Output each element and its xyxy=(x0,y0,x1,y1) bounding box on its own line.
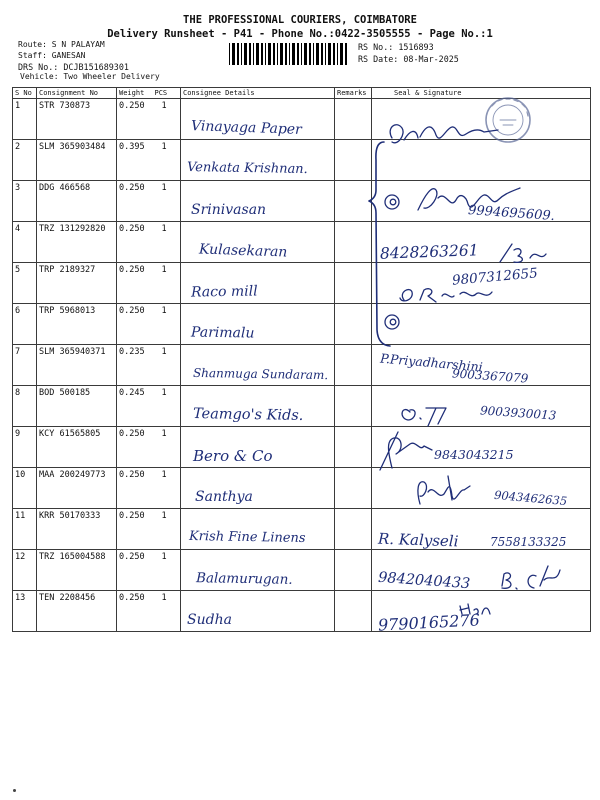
staff-line xyxy=(18,51,85,61)
barcode-bar xyxy=(256,43,259,65)
consignee-handwriting: Raco mill xyxy=(190,283,258,301)
barcode-bar xyxy=(328,43,331,65)
handwritten-name: R. Kalyseli xyxy=(377,529,459,551)
barcode-bar xyxy=(277,43,278,65)
weight-cell: 0.250 xyxy=(117,550,153,591)
weight-cell: 0.250 xyxy=(117,468,153,509)
barcode-bar xyxy=(261,43,263,65)
signature-cell xyxy=(372,222,591,263)
consignment-number: SLM 365903484 xyxy=(37,140,117,181)
sno-cell: 1 xyxy=(13,99,37,140)
barcode-bar xyxy=(268,43,271,65)
pcs-cell: 1 xyxy=(153,140,181,181)
route-line xyxy=(18,40,105,50)
handwritten-phone: 9842040433 xyxy=(377,569,471,593)
sno-cell: 10 xyxy=(13,468,37,509)
barcode-bar xyxy=(241,43,242,65)
barcode-bar xyxy=(325,43,326,65)
signature-cell xyxy=(372,304,591,345)
barcode-bar xyxy=(265,43,266,65)
remarks-cell xyxy=(335,222,372,263)
company-title: THE PROFESSIONAL COURIERS, COIMBATORE xyxy=(183,14,417,26)
table-row xyxy=(13,468,591,509)
consignment-number: KCY 61565805 xyxy=(37,427,117,468)
consignment-number: TEN 2208456 xyxy=(37,591,117,632)
barcode-bar xyxy=(321,43,323,65)
pcs-cell: 1 xyxy=(153,345,181,386)
consignee-handwriting: Kulasekaran xyxy=(198,241,288,261)
consignment-number: STR 730873 xyxy=(37,99,117,140)
consignee-handwriting: Venkata Krishnan. xyxy=(186,159,308,178)
consignee-cell xyxy=(181,468,335,509)
remarks-cell xyxy=(335,468,372,509)
handwritten-phone: 9003367079 xyxy=(451,366,529,386)
remarks-cell xyxy=(335,99,372,140)
rs-number-value: 1516893 xyxy=(398,42,434,52)
consignment-number: TRZ 165004588 xyxy=(37,550,117,591)
consignee-cell xyxy=(181,222,335,263)
consignee-cell xyxy=(181,550,335,591)
consignee-cell xyxy=(181,345,335,386)
drs-line xyxy=(18,62,129,72)
barcode-bar xyxy=(249,43,251,65)
consignee-cell xyxy=(181,99,335,140)
consignee-handwriting: Bero & Co xyxy=(193,447,273,465)
rs-date-label: RS Date: xyxy=(358,54,399,64)
consignee-handwriting: Srinivasan xyxy=(191,202,267,218)
barcode-bar xyxy=(345,43,347,65)
column-header-consignee: Consignee Details xyxy=(181,88,335,99)
pcs-cell: 1 xyxy=(153,386,181,427)
route-label: Route: xyxy=(18,40,47,49)
barcode-bar xyxy=(292,43,295,65)
weight-cell: 0.245 xyxy=(117,386,153,427)
pcs-cell: 1 xyxy=(153,509,181,550)
pcs-cell: 1 xyxy=(153,99,181,140)
column-header-remarks: Remarks xyxy=(335,88,372,99)
consignee-cell xyxy=(181,427,335,468)
table-row xyxy=(13,345,591,386)
consignment-number: DDG 466568 xyxy=(37,181,117,222)
signature-cell xyxy=(372,345,591,386)
sno-cell: 8 xyxy=(13,386,37,427)
pcs-cell: 1 xyxy=(153,550,181,591)
sno-cell: 11 xyxy=(13,509,37,550)
staff-value: GANESAN xyxy=(51,51,86,60)
signature-cell xyxy=(372,509,591,550)
barcode-bar xyxy=(285,43,287,65)
pcs-cell: 1 xyxy=(153,427,181,468)
barcode-bar xyxy=(297,43,299,65)
consignment-number: TRP 2189327 xyxy=(37,263,117,304)
consignment-number: BOD 500185 xyxy=(37,386,117,427)
consignee-handwriting: Sudha xyxy=(187,612,232,628)
remarks-cell xyxy=(335,591,372,632)
remarks-cell xyxy=(335,263,372,304)
barcode-bar xyxy=(280,43,283,65)
consignment-number: KRR 50170333 xyxy=(37,509,117,550)
handwritten-name: P.Priyadharshini xyxy=(379,350,484,375)
consignee-cell xyxy=(181,509,335,550)
consignee-handwriting: Balamurugan. xyxy=(195,570,293,588)
signature-cell xyxy=(372,468,591,509)
remarks-cell xyxy=(335,181,372,222)
consignee-cell xyxy=(181,181,335,222)
barcode-bar xyxy=(244,43,247,65)
barcode-bar xyxy=(309,43,311,65)
signature-cell xyxy=(372,427,591,468)
consignee-handwriting: Krish Fine Linens xyxy=(188,528,306,547)
sno-cell: 3 xyxy=(13,181,37,222)
table-row xyxy=(13,263,591,304)
weight-cell: 0.250 xyxy=(117,222,153,263)
table-row xyxy=(13,181,591,222)
table-row xyxy=(13,304,591,345)
table-row xyxy=(13,509,591,550)
signature-cell xyxy=(372,550,591,591)
weight-cell: 0.250 xyxy=(117,509,153,550)
remarks-cell xyxy=(335,345,372,386)
weight-cell: 0.235 xyxy=(117,345,153,386)
weight-cell: 0.250 xyxy=(117,181,153,222)
handwritten-phone: 9003930013 xyxy=(479,403,557,423)
pcs-cell: 1 xyxy=(153,263,181,304)
barcode-bar xyxy=(232,43,235,65)
route-value: S N PALAYAM xyxy=(51,40,105,49)
barcode-bar xyxy=(237,43,239,65)
barcode-bar xyxy=(337,43,338,65)
consignment-number: MAA 200249773 xyxy=(37,468,117,509)
vehicle-label: Vehicle: xyxy=(20,72,59,81)
sno-cell: 7 xyxy=(13,345,37,386)
column-header-pcs: PCS xyxy=(153,88,181,99)
runsheet-table xyxy=(12,87,591,635)
rs-date-value: 08-Mar-2025 xyxy=(403,54,459,64)
barcode-bar xyxy=(289,43,290,65)
consignment-number: SLM 365940371 xyxy=(37,345,117,386)
column-header-weight: Weight xyxy=(117,88,153,99)
barcode-bar xyxy=(304,43,307,65)
consignee-cell xyxy=(181,591,335,632)
handwritten-phone: 9807312655 xyxy=(451,265,539,289)
sno-cell: 13 xyxy=(13,591,37,632)
consignee-handwriting: Shanmuga Sundaram. xyxy=(192,365,329,383)
signature-cell xyxy=(372,263,591,304)
drs-label: DRS No.: xyxy=(18,62,59,72)
barcode-bar xyxy=(316,43,319,65)
handwritten-phone: 9994695609. xyxy=(467,202,556,225)
weight-cell: 0.250 xyxy=(117,304,153,345)
handwritten-phone: 9790165276 xyxy=(377,610,481,635)
handwritten-phone: 7558133325 xyxy=(490,535,567,549)
signature-cell xyxy=(372,99,591,140)
table-row xyxy=(13,550,591,591)
remarks-cell xyxy=(335,427,372,468)
signature-cell xyxy=(372,386,591,427)
signature-cell xyxy=(372,140,591,181)
consignee-cell xyxy=(181,140,335,181)
runsheet-title: Delivery Runsheet - P41 - Phone No.:0422-3505555 - Page No.:1 xyxy=(107,28,493,40)
barcode xyxy=(228,43,352,65)
pcs-cell: 1 xyxy=(153,181,181,222)
barcode-bar xyxy=(313,43,314,65)
vehicle-line xyxy=(20,72,160,82)
rs-number-line xyxy=(358,42,434,52)
signature-cell xyxy=(372,181,591,225)
barcode-bar xyxy=(253,43,254,65)
rs-date-line xyxy=(358,54,459,64)
consignee-handwriting: Teamgo's Kids. xyxy=(192,406,304,424)
remarks-cell xyxy=(335,140,372,181)
remarks-cell xyxy=(335,304,372,345)
weight-cell: 0.250 xyxy=(117,591,153,632)
table-row xyxy=(13,427,591,468)
sno-cell: 6 xyxy=(13,304,37,345)
weight-cell: 0.250 xyxy=(117,99,153,140)
sno-cell: 4 xyxy=(13,222,37,263)
pcs-cell: 1 xyxy=(153,591,181,632)
column-header-sno: S No xyxy=(13,88,37,99)
consignment-number: TRP 5968013 xyxy=(37,304,117,345)
handwritten-phone: 9843043215 xyxy=(434,447,514,462)
weight-cell: 0.250 xyxy=(117,427,153,468)
barcode-bar xyxy=(333,43,335,65)
rs-number-label: RS No.: xyxy=(358,42,394,52)
signature-cell xyxy=(372,591,591,635)
table-row xyxy=(13,99,591,140)
consignee-handwriting: Santhya xyxy=(195,489,253,505)
sno-cell: 5 xyxy=(13,263,37,304)
table-row xyxy=(13,140,591,181)
remarks-cell xyxy=(335,550,372,591)
table-row xyxy=(13,591,591,632)
consignee-handwriting: Parimalu xyxy=(190,324,255,342)
handwritten-phone: 9043462635 xyxy=(493,487,568,509)
sno-cell: 9 xyxy=(13,427,37,468)
scan-mark xyxy=(13,789,16,792)
pcs-cell: 1 xyxy=(153,304,181,345)
consignee-handwriting: Vinayaga Paper xyxy=(190,118,303,138)
staff-label: Staff: xyxy=(18,51,47,60)
consignment-number: TRZ 131292820 xyxy=(37,222,117,263)
table-header-row xyxy=(13,88,591,99)
barcode-bar xyxy=(340,43,343,65)
column-header-signature: Seal & Signature xyxy=(372,88,591,99)
remarks-cell xyxy=(335,386,372,427)
weight-cell: 0.250 xyxy=(117,263,153,304)
table-row xyxy=(13,222,591,263)
pcs-cell: 1 xyxy=(153,222,181,263)
sno-cell: 12 xyxy=(13,550,37,591)
remarks-cell xyxy=(335,509,372,550)
consignee-cell xyxy=(181,263,335,304)
handwritten-phone: 8428263261 xyxy=(379,241,479,263)
weight-cell: 0.395 xyxy=(117,140,153,181)
barcode-bar xyxy=(273,43,275,65)
consignee-cell xyxy=(181,386,335,427)
drs-value: DCJB151689301 xyxy=(63,62,129,72)
pcs-cell: 1 xyxy=(153,468,181,509)
table-row xyxy=(13,386,591,427)
vehicle-value: Two Wheeler Delivery xyxy=(63,72,160,81)
barcode-bar xyxy=(229,43,230,65)
barcode-bar xyxy=(301,43,302,65)
column-header-consignment: Consignment No xyxy=(37,88,117,99)
sno-cell: 2 xyxy=(13,140,37,181)
consignee-cell xyxy=(181,304,335,345)
